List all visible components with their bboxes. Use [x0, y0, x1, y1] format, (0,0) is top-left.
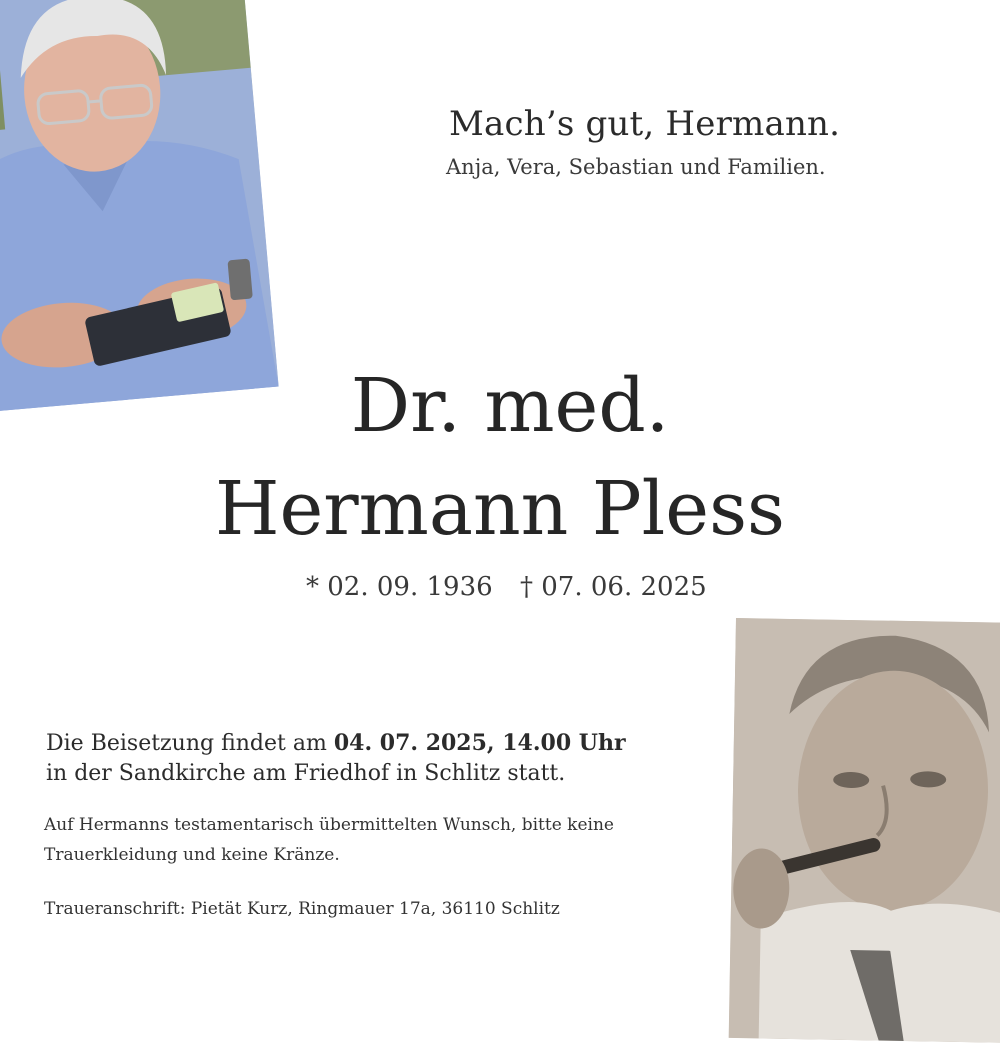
photo-sepia-portrait: [729, 618, 1000, 1043]
wish-line-2: Trauerkleidung und keine Kränze.: [44, 845, 340, 865]
wish-line-1: Auf Hermanns testamentarisch übermittelten Wunsch, bitte keine: [44, 815, 614, 835]
photo-elderly-man-image: [0, 0, 279, 412]
birth-date: * 02. 09. 1936: [306, 572, 493, 602]
burial-prefix: Die Beisetzung findet am: [46, 731, 334, 756]
farewell-signatories: Anja, Vera, Sebastian und Familien.: [446, 155, 826, 179]
mourning-address: Traueranschrift: Pietät Kurz, Ringmauer 17a, 36110 Schlitz: [44, 899, 560, 919]
deceased-title: Dr. med.: [350, 363, 670, 449]
photo-elderly-man: [0, 0, 279, 412]
farewell-title: Mach’s gut, Hermann.: [449, 104, 841, 144]
photo-sepia-portrait-image: [729, 618, 1000, 1043]
burial-location: in der Sandkirche am Friedhof in Schlitz statt.: [46, 761, 566, 786]
death-date: † 07. 06. 2025: [520, 572, 707, 602]
deceased-name: Hermann Pless: [214, 466, 786, 552]
burial-date-line: [46, 730, 626, 756]
burial-datetime: 04. 07. 2025, 14.00 Uhr: [333, 730, 626, 756]
